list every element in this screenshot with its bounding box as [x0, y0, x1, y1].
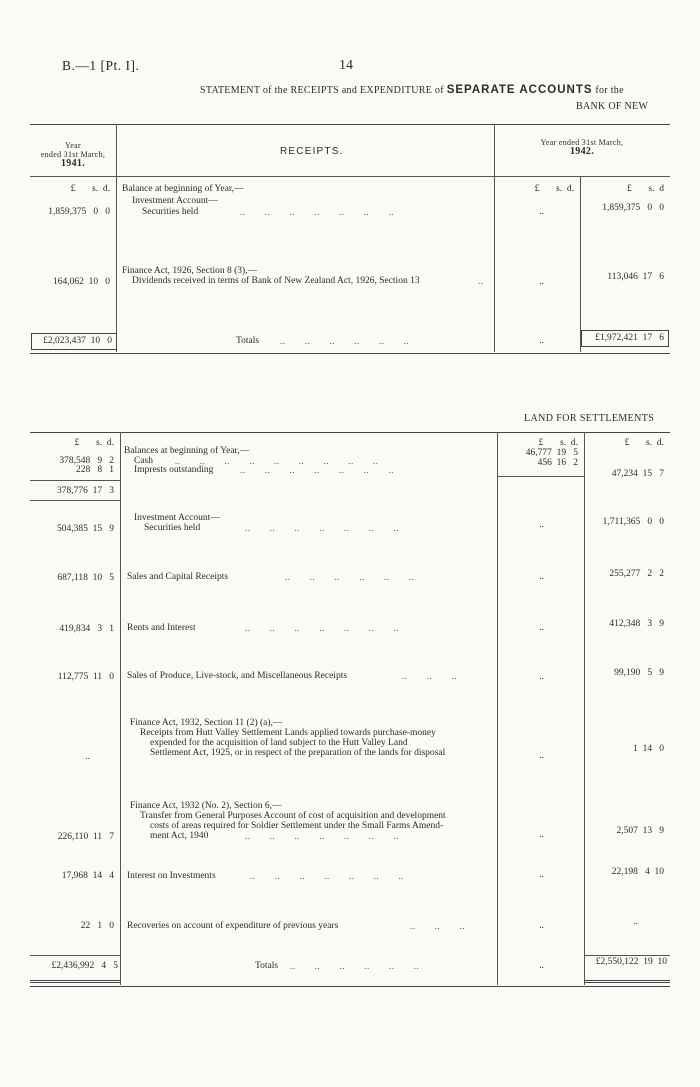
sales-produce-label: Sales of Produce, Live-stock, and Miscellaneous Receipts	[127, 671, 348, 681]
leader-dots: .. .. .. .. .. .. ..	[240, 207, 394, 217]
total-1942: £1,972,421 17 6	[595, 333, 664, 343]
balances-total-1942: 47,234 15 7	[611, 469, 664, 479]
recoveries-label: Recoveries on account of expenditure of previous years	[127, 921, 339, 931]
totals-double-rule-left	[30, 980, 120, 983]
amount-1941: 164,062 10 0	[53, 277, 110, 287]
leader-dots: .. .. .. .. .. ..	[290, 961, 420, 971]
transfer-line-2: costs of areas required for Soldier Settlement under the Small Farms Amend-	[150, 821, 444, 831]
section-1-unit-outer: £ s. d	[627, 184, 664, 194]
amount-inner: ..	[539, 572, 544, 582]
section-1-unit-left: £ s. d.	[70, 184, 110, 194]
amount-inner: ..	[539, 207, 544, 217]
amount-1942: 255,277 2 2	[609, 569, 664, 579]
amount-inner: ..	[539, 751, 544, 761]
leader-dots: .. .. .. .. .. ..	[285, 572, 415, 582]
statement-bold-title: SEPARATE ACCOUNTS	[446, 84, 593, 96]
amount-inner: ..	[539, 623, 544, 633]
section-2-title: LAND FOR SETTLEMENTS	[524, 413, 655, 424]
total-1941: £2,023,437 10 0	[43, 336, 112, 346]
leader-dots: .. .. .. .. .. .. ..	[250, 871, 404, 881]
amount-inner: ..	[539, 921, 544, 931]
amount-1941: 22 1 0	[80, 921, 114, 931]
section-1-unit-inner: £ s. d.	[534, 184, 574, 194]
amount-inner: ..	[539, 830, 544, 840]
dividends-label: Dividends received in terms of Bank of New Zealand Act, 1926, Section 13	[132, 276, 420, 286]
receipts-header: RECEIPTS.	[280, 146, 344, 157]
transfer-line-1: Transfer from General Purposes Account of cost of acquisition and development	[140, 811, 446, 821]
statement-suffix: for the	[595, 85, 624, 96]
amount-1942: 22,198 4 10	[611, 867, 664, 877]
section-1-frame	[30, 124, 670, 354]
amount-1942: 412,348 3 9	[609, 619, 664, 629]
leader-dots: .. .. .. .. .. ..	[280, 336, 410, 346]
amount-1941: 1,859,375 0 0	[48, 207, 110, 217]
balances-subtotal-1941: 378,776 17 3	[57, 486, 114, 496]
amount-1941: 687,118 10 5	[57, 573, 114, 583]
leader-dots: ..	[478, 276, 484, 286]
left-header-year: 1941.	[61, 158, 85, 169]
securities-held-label: Securities held	[142, 207, 199, 217]
statement-title-line2: BANK OF NEW	[576, 101, 649, 112]
hutt-valley-line-3: Settlement Act, 1925, or in respect of the preparation of the lands for disposal	[150, 748, 446, 758]
imprests-1941: 228 8 1	[76, 465, 114, 475]
amount-1942: 1 14 0	[633, 744, 664, 754]
amount-inner: ..	[539, 870, 544, 880]
section-1-divider-right	[494, 124, 495, 352]
section-1-left-year-header	[30, 141, 116, 168]
finance-act-1932-no2-heading: Finance Act, 1932 (No. 2), Section 6,—	[130, 801, 282, 811]
totals-label: Totals	[255, 961, 279, 971]
totals-rule-left	[30, 955, 120, 956]
amount-1942: ..	[633, 917, 638, 927]
section-2-divider-right	[497, 432, 498, 985]
finance-act-1926-heading: Finance Act, 1926, Section 8 (3),—	[122, 266, 258, 276]
left-header-line-1: Year	[65, 141, 81, 150]
section-2-frame	[30, 432, 670, 987]
hutt-valley-line-1: Receipts from Hutt Valley Settlement Lands applied towards purchase-money	[140, 728, 436, 738]
amount-1942: 2,507 13 9	[616, 826, 664, 836]
section-2-unit-inner: £ s. d.	[538, 438, 578, 448]
total-inner: ..	[539, 961, 544, 971]
amount-1941: 112,775 11 0	[57, 672, 114, 682]
imprests-1942: 456 16 2	[537, 458, 578, 468]
statement-prefix: STATEMENT of the RECEIPTS and EXPENDITURE of	[200, 85, 444, 96]
sales-capital-label: Sales and Capital Receipts	[127, 572, 229, 582]
leader-dots: .. .. .. .. .. .. ..	[245, 623, 399, 633]
leader-dots: .. .. .. .. .. .. .. .. ..	[175, 456, 379, 466]
securities-held-label: Securities held	[144, 523, 201, 533]
leader-dots: .. .. ..	[410, 921, 465, 931]
balances-subtotal-rule-bottom	[30, 500, 120, 501]
total-inner: ..	[539, 336, 544, 346]
investment-account-label: Investment Account—	[132, 196, 218, 206]
hutt-valley-line-2: expended for the acquisition of land subject to the Hutt Valley Land	[150, 738, 408, 748]
totals-double-rule-right	[584, 980, 670, 983]
balances-subtotal-rule	[30, 480, 120, 481]
section-2-unit-left: £ s. d.	[74, 438, 114, 448]
section-2-divider-inner	[584, 432, 585, 985]
amount-inner: ..	[539, 520, 544, 530]
section-2-unit-outer: £ s. d.	[624, 438, 664, 448]
amount-1941: 226,110 11 7	[57, 832, 114, 842]
amount-1941: 419,834 3 1	[59, 624, 114, 634]
amount-1941: 504,385 15 9	[57, 524, 114, 534]
inner-subtotal-rule	[497, 476, 584, 477]
section-1-header-rule	[30, 176, 670, 177]
total-1942: £2,550,122 19 10	[595, 957, 667, 967]
cash-1942: 46,777 19 5	[525, 448, 578, 458]
investment-account-label: Investment Account—	[134, 513, 220, 523]
leader-dots: .. .. ..	[402, 671, 457, 681]
section-1-divider-left	[116, 124, 117, 352]
page-number: 14	[339, 58, 353, 73]
statement-title	[200, 84, 624, 96]
section-1-right-year-header	[494, 138, 670, 156]
amount-1942: 99,190 5 9	[614, 668, 664, 678]
amount-1942: 1,859,375 0 0	[602, 203, 664, 213]
amount-inner: ..	[539, 672, 544, 682]
balances-heading: Balances at beginning of Year,—	[124, 446, 250, 456]
leader-dots: .. .. .. .. .. .. ..	[240, 465, 394, 475]
imprests-label: Imprests outstanding	[134, 465, 214, 475]
balance-heading: Balance at beginning of Year,—	[122, 184, 244, 194]
section-2-divider-left	[120, 432, 121, 985]
leader-dots: .. .. .. .. .. .. ..	[245, 523, 399, 533]
section-1-divider-inner	[580, 176, 581, 352]
totals-label: Totals	[236, 336, 260, 346]
right-header-line-1: Year ended 31st March,	[540, 138, 624, 147]
total-1941: £2,436,992 4 5	[51, 961, 118, 971]
left-header-line-2: ended 31st March,	[40, 150, 106, 159]
cash-1941: 378,548 9 2	[59, 456, 114, 466]
amount-1941: 17,968 14 4	[61, 871, 114, 881]
totals-rule-right	[584, 955, 670, 956]
amount-inner: ..	[539, 277, 544, 287]
leader-dots: .. .. .. .. .. .. ..	[245, 831, 399, 841]
page-reference: B.—1 [Pt. I].	[62, 58, 140, 73]
rents-interest-label: Rents and Interest	[127, 623, 196, 633]
transfer-line-3: ment Act, 1940	[150, 831, 209, 841]
right-header-year: 1942.	[570, 146, 594, 157]
finance-act-1932-heading: Finance Act, 1932, Section 11 (2) (a),—	[130, 718, 283, 728]
amount-1942: 1,711,365 0 0	[602, 517, 664, 527]
cash-label: Cash	[134, 456, 153, 466]
amount-1941: ..	[85, 752, 90, 762]
amount-1942: 113,046 17 6	[607, 272, 664, 282]
interest-investments-label: Interest on Investments	[127, 871, 216, 881]
